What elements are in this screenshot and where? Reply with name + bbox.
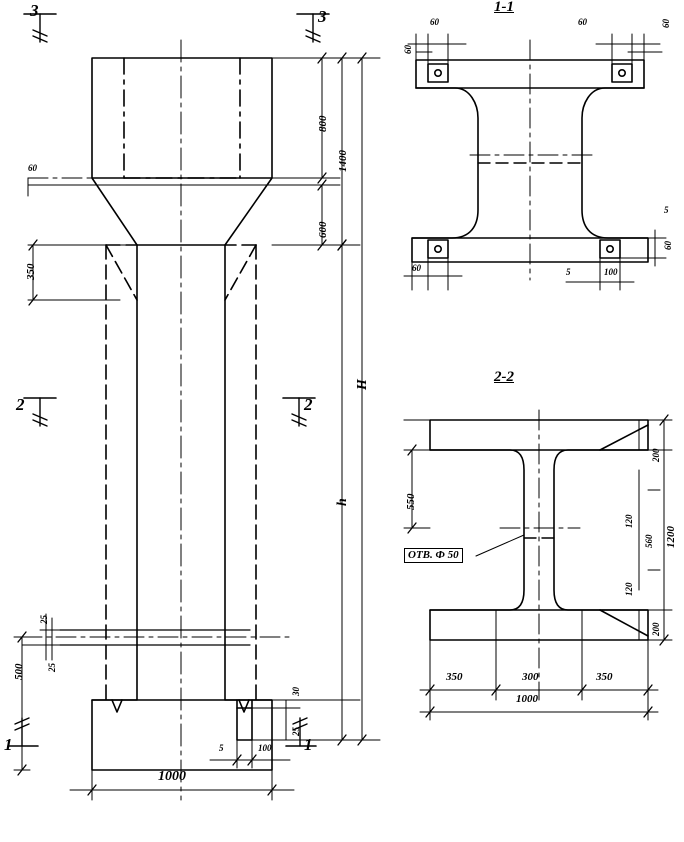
section-mark-1-left: 1: [4, 735, 13, 754]
elev-dim-25-b: 25: [47, 663, 57, 672]
section-mark-3-right: 3: [318, 7, 327, 26]
elev-dim-1000: 1000: [158, 769, 186, 784]
section-mark-3-left: 3: [30, 1, 39, 20]
elev-dim-30: 30: [291, 687, 301, 696]
s22-dim-1000: 1000: [516, 693, 538, 705]
s11-dim-60-b: 60: [403, 45, 413, 54]
s22-dim-300: 300: [522, 671, 539, 683]
elev-dim-H: H: [355, 379, 370, 390]
elev-dim-25-a: 25: [39, 615, 49, 624]
elev-dim-h: h: [335, 498, 350, 506]
elev-dim-5: 5: [219, 743, 224, 753]
section-mark-1-right: 1: [304, 735, 313, 754]
elev-dim-800: 800: [317, 115, 329, 132]
section-mark-2-left: 2: [16, 395, 25, 414]
elev-dim-1400: 1400: [337, 150, 349, 172]
elev-dim-600: 600: [317, 221, 329, 238]
s11-dim-60-d: 60: [661, 19, 671, 28]
section-title-1-1: 1-1: [494, 0, 514, 15]
hole-note: ОТВ. Ф 50: [404, 548, 463, 563]
s22-dim-200-top: 200: [651, 448, 661, 462]
s22-dim-1200: 1200: [665, 526, 677, 548]
elev-dim-100: 100: [258, 743, 272, 753]
s11-dim-5-right: 5: [664, 205, 669, 215]
s11-dim-60-c: 60: [578, 17, 587, 27]
s11-dim-60-bottom: 60: [412, 263, 421, 273]
s11-dim-5-bottom: 5: [566, 267, 571, 277]
s22-dim-200-bottom: 200: [651, 622, 661, 636]
elev-dim-500: 500: [13, 663, 25, 680]
s11-dim-60-right: 60: [663, 241, 673, 250]
s22-dim-120-top: 120: [624, 514, 634, 528]
elev-dim-60-top: 60: [28, 163, 37, 173]
s11-dim-60-a: 60: [430, 17, 439, 27]
s22-dim-550: 550: [405, 493, 417, 510]
section-title-2-2: 2-2: [494, 369, 514, 385]
s22-dim-120-bottom: 120: [624, 582, 634, 596]
s22-dim-350-right: 350: [596, 671, 613, 683]
elev-dim-25-foot: 25: [291, 727, 301, 736]
s22-dim-350-left: 350: [446, 671, 463, 683]
elev-dim-350: 350: [25, 263, 37, 280]
s22-dim-560: 560: [644, 534, 654, 548]
s11-dim-100-bottom: 100: [604, 267, 618, 277]
section-mark-2-right: 2: [304, 395, 313, 414]
